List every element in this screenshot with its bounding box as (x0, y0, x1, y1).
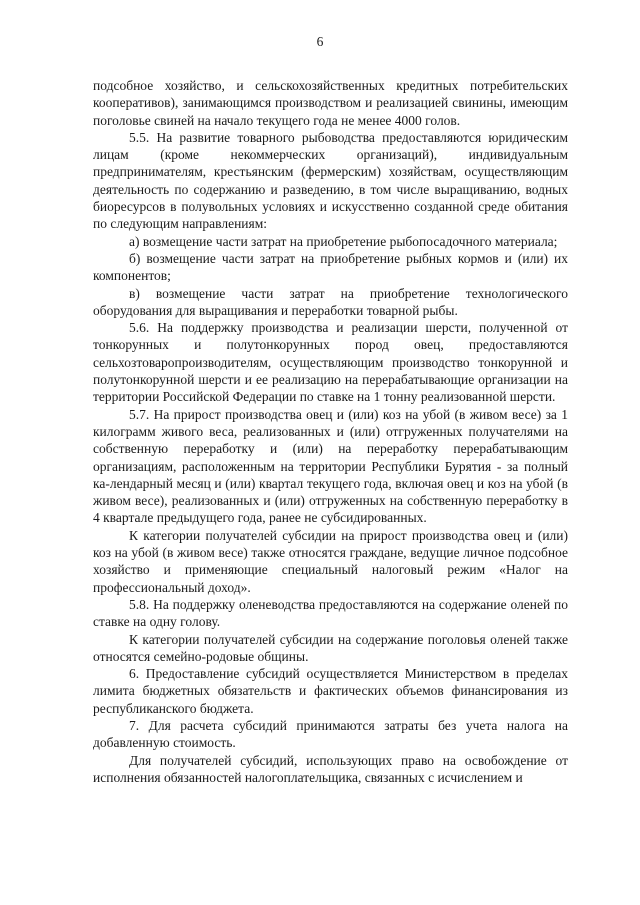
paragraph: 5.5. На развитие товарного рыбоводства предоставляются юридическим лицам (кроме некоммерческих организаций), индивидуальным предпринимателям, крестьянским (фермерским) хозяйствам, осуществляющим деятельность по содержанию и разведению, в том числе выращиванию, водных биоресурсов в полувольных условиях и искусственно созданной среде обитания по следующим направлениям: (93, 129, 568, 232)
paragraph: 7. Для расчета субсидий принимаются затраты без учета налога на добавленную стоимость. (93, 717, 568, 751)
paragraph: подсобное хозяйство, и сельскохозяйственных кредитных потребительских кооперативов), занимающимся производством и реализацией свинины, имеющим поголовье свиней на начало текущего года не менее 4000 голов. (93, 78, 568, 128)
paragraph: 5.6. На поддержку производства и реализации шерсти, полученной от тонкорунных и полутонкорунных пород овец, предоставляются сельхозтоваропроизводителям, осуществляющим производство тонкорунной и полутонкорунной шерсти и ее реализацию на перерабатывающие организации на территории Российской Федерации по ставке на 1 тонну реализованной шерсти. (93, 320, 568, 405)
paragraph: К категории получателей субсидии на прирост производства овец и (или) коз на убой (в живом весе) также относятся граждане, ведущие личное подсобное хозяйство и применяющие специальный налоговый режим «Налог на профессиональный доход». (93, 527, 568, 595)
document-body (93, 77, 568, 786)
paragraph: К категории получателей субсидии на содержание поголовья оленей также относятся семейно-родовые общины. (93, 631, 568, 664)
paragraph: Для получателей субсидий, использующих право на освобождение от исполнения обязанностей налогоплательщика, связанных с исчислением и (93, 752, 568, 785)
page-number: 6 (316, 34, 324, 49)
paragraph: в) возмещение части затрат на приобретение технологического оборудования для выращивания и переработки товарной рыбы. (93, 285, 568, 318)
paragraph: а) возмещение части затрат на приобретение рыбопосадочного материала; (129, 233, 558, 249)
paragraph: 5.8. На поддержку оленеводства предоставляются на содержание оленей по ставке на одну голову. (93, 596, 568, 630)
paragraph: б) возмещение части затрат на приобретение рыбных кормов и (или) их компонентов; (93, 250, 568, 284)
paragraph: 5.7. На прирост производства овец и (или) коз на убой (в живом весе) за 1 килограмм живого веса, реализованных и (или) отгруженных получателями на собственную переработку и (или) на переработку перерабатывающим организациям, расположенным на территории Республики Бурятия - за полный ка-лендарный месяц и (или) квартал текущего года, включая овец и коз на убой (в живом весе), реализованных и (или) отгруженных на собственную переработку в 4 квартале предыдущего года, ранее не субсидированных. (93, 406, 568, 526)
paragraph: 6. Предоставление субсидий осуществляется Министерством в пределах лимита бюджетных обязательств и фактических объемов финансирования из республиканского бюджета. (93, 666, 568, 716)
